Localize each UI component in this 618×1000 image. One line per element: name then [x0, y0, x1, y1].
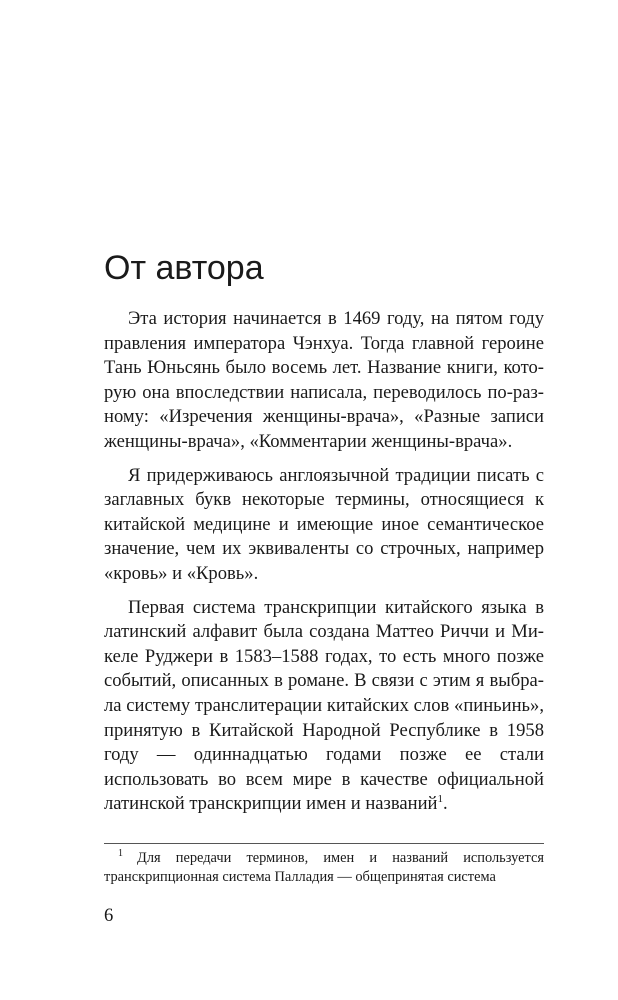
footnote-divider: [104, 843, 544, 844]
body-text: [104, 307, 544, 826]
paragraph-3: Первая система транскрипции китайского языка в латинский алфавит была создана Маттео Риччи и Микеле Руджери в 1583–1588 годах, то есть много позже событий, описанных в романе. В связи с этим я выбрала систему транслитерации китайских слов «пиньинь», принятую в Китайской Народной Республике в 1958 году — одиннадцатью годами позже ее стали использовать во всем мире в качестве официальной латинской транскрипции имен и названий$^1$.: [104, 596, 544, 815]
footnote: [104, 849, 544, 887]
page-number: 6: [104, 905, 114, 926]
paragraph-2: Я придерживаюсь англоязычной традиции писать с заглавных букв некоторые термины, относящиеся к китайской медицине и имеющие иное семантическое значение, чем их эквиваленты со строчных, например «кровь» и «Кровь».: [104, 464, 544, 584]
paragraph-1: Эта история начинается в 1469 году, на пятом году правления императора Чэнхуа. Тогда главной героине Тань Юньсянь было восемь лет. Название книги, которую она впоследствии написала, переводилось по-разному: «Изречения женщины-врача», «Разные записи женщины-врача», «Комментарии женщины-врача».: [104, 308, 544, 452]
footnote-number: 1: [118, 848, 123, 860]
footnote-reference: 1: [437, 793, 444, 806]
footnote-text: Для передачи терминов, имен и названий используется транскрипционная система Палладия — общепринятая система: [104, 850, 544, 885]
paragraph-3-text: Первая система транскрипции китайского языка в латинский алфавит была создана Маттео Риччи и Микеле Руджери в 1583–1588 годах, то есть много позже событий, описанных в романе. В связи с этим я выбрала систему транслитерации китайских слов «пиньинь», принятую в Китайской Народной Республике в 1958 году — одиннадцатью годами позже ее стали использовать во всем мире в качестве официальной латинской транскрипции имен и названий: [104, 596, 544, 815]
chapter-title: От автора: [104, 249, 264, 287]
